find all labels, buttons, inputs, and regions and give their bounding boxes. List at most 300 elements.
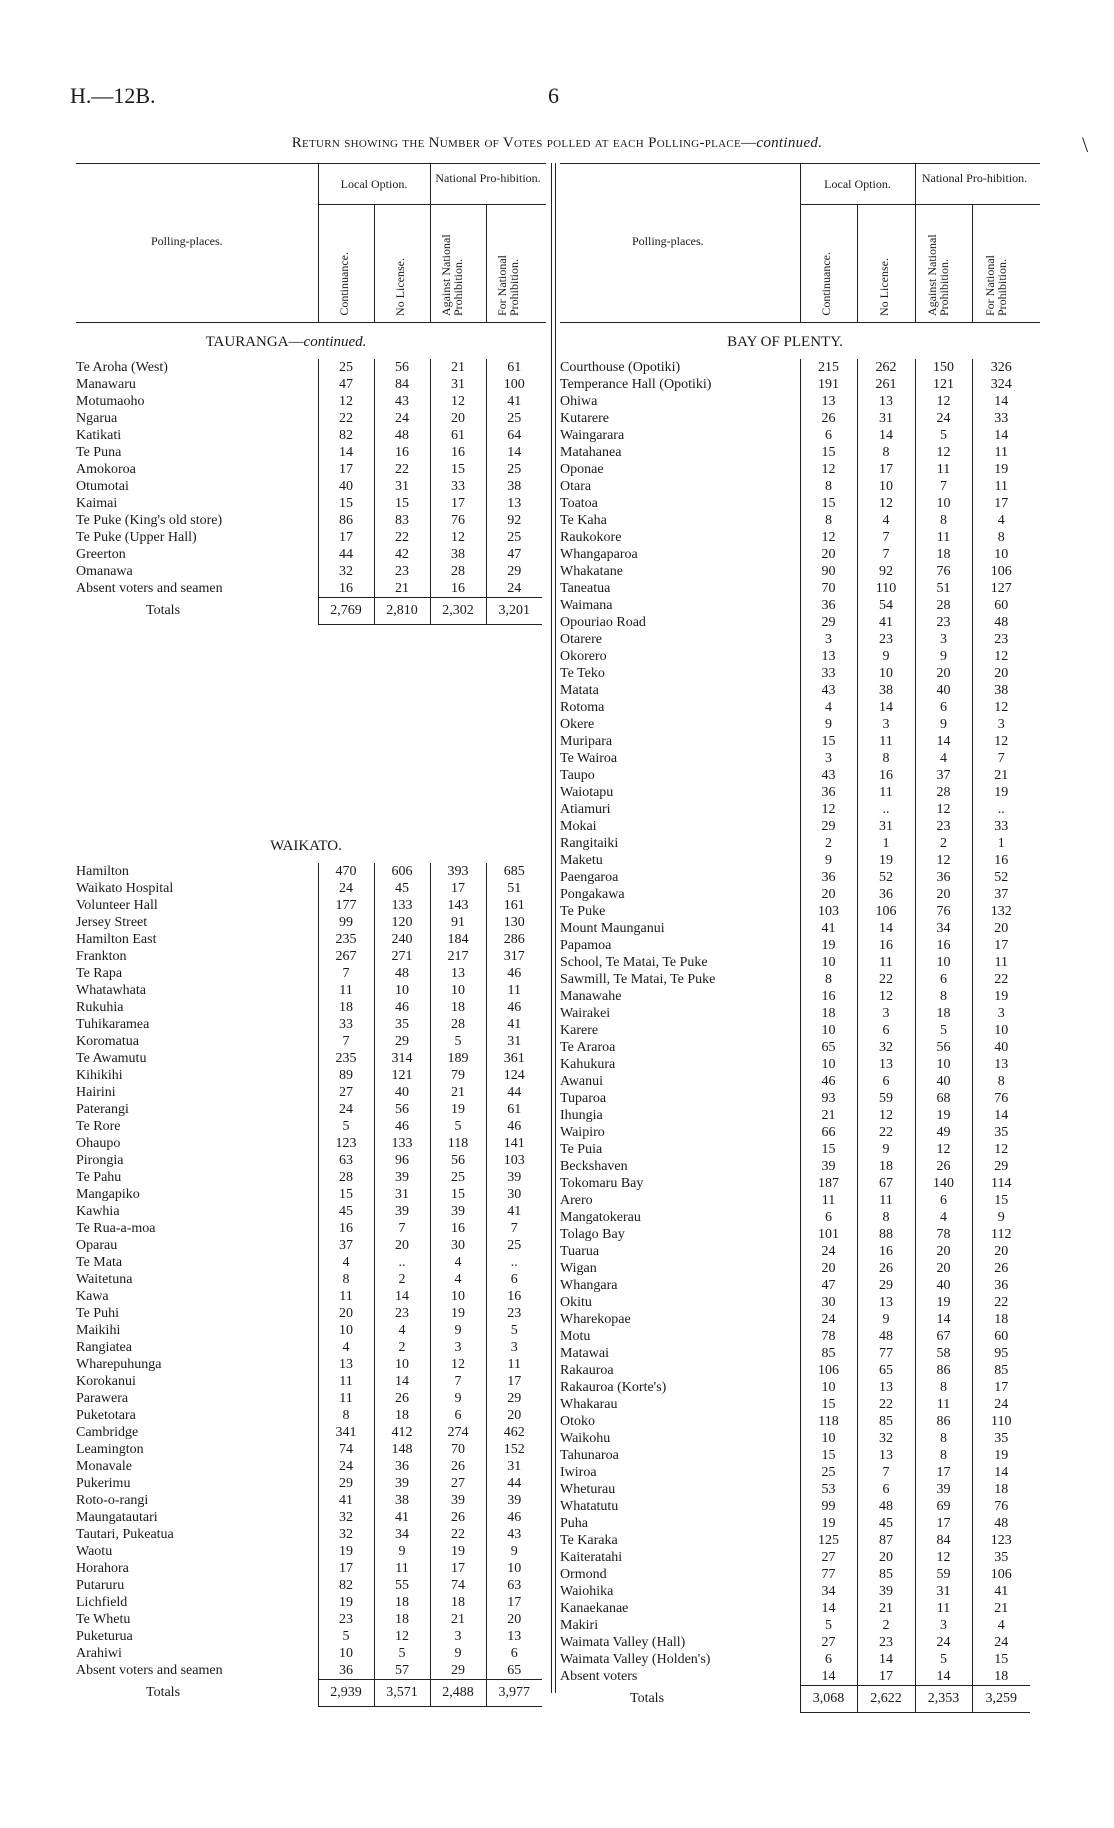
no-license-votes: 6: [857, 1481, 915, 1498]
for-votes: 12: [972, 1141, 1030, 1158]
against-votes: 12: [430, 529, 486, 546]
against-votes: 19: [430, 1543, 486, 1560]
table-row: [76, 914, 542, 931]
header-rule: [486, 204, 487, 322]
for-votes: 20: [972, 665, 1030, 682]
continuance-votes: 41: [318, 1492, 374, 1509]
polling-place-name: School, Te Matai, Te Puke: [560, 955, 708, 970]
polling-place-name: Okorero: [560, 649, 607, 664]
polling-place-name: Kaiteratahi: [560, 1550, 623, 1565]
table-row: [76, 1169, 542, 1186]
table-row: [76, 478, 542, 495]
no-license-votes: 7: [857, 546, 915, 563]
table-row: [76, 1509, 542, 1526]
no-license-votes: 11: [857, 784, 915, 801]
no-license-votes: 22: [857, 971, 915, 988]
against-votes: 74: [430, 1577, 486, 1594]
continuance-votes: 8: [318, 1271, 374, 1288]
no-license-votes: 13: [857, 1294, 915, 1311]
header-for: For National Prohibition.: [495, 255, 521, 316]
polling-place-name: Whakarau: [560, 1397, 618, 1412]
no-license-votes: 20: [857, 1549, 915, 1566]
table-row: [76, 427, 542, 444]
against-votes: 3: [915, 631, 972, 648]
against-votes: 4: [915, 750, 972, 767]
for-votes: 85: [972, 1362, 1030, 1379]
no-license-votes: 57: [374, 1662, 430, 1680]
against-votes: 8: [915, 1430, 972, 1447]
continuance-votes: 27: [800, 1549, 857, 1566]
polling-place-name: Wairakei: [560, 1006, 611, 1021]
table-row: [560, 818, 1030, 835]
for-votes: 41: [486, 1016, 542, 1033]
against-votes: 78: [915, 1226, 972, 1243]
polling-place-name: Motu: [560, 1329, 591, 1344]
continuance-votes: 12: [318, 393, 374, 410]
polling-place-name: Karere: [560, 1023, 599, 1038]
totals-value: 2,810: [374, 598, 430, 625]
no-license-votes: 19: [857, 852, 915, 869]
table-row: [560, 869, 1030, 886]
title-continued: continued.: [756, 135, 823, 151]
against-votes: 274: [430, 1424, 486, 1441]
no-license-votes: 31: [374, 1186, 430, 1203]
against-votes: 6: [915, 699, 972, 716]
polling-place-name: Te Awamutu: [76, 1051, 147, 1066]
for-votes: 63: [486, 1577, 542, 1594]
table-row: [76, 948, 542, 965]
against-votes: 15: [430, 1186, 486, 1203]
for-votes: 286: [486, 931, 542, 948]
polling-place-name: Ormond: [560, 1567, 607, 1582]
continuance-votes: 45: [318, 1203, 374, 1220]
against-votes: 5: [915, 1651, 972, 1668]
for-votes: 51: [486, 880, 542, 897]
continuance-votes: 10: [800, 954, 857, 971]
for-votes: 44: [486, 1084, 542, 1101]
polling-place-name: Otumotai: [76, 479, 129, 494]
table-row: [76, 1271, 542, 1288]
polling-place-name: Jersey Street: [76, 915, 148, 930]
against-votes: 7: [915, 478, 972, 495]
polling-place-name: Ihungia: [560, 1108, 603, 1123]
no-license-votes: 36: [857, 886, 915, 903]
no-license-votes: 106: [857, 903, 915, 920]
against-votes: 20: [915, 886, 972, 903]
continuance-votes: 125: [800, 1532, 857, 1549]
continuance-votes: 8: [318, 1407, 374, 1424]
table-row: [76, 461, 542, 478]
polling-place-name: Whatatutu: [560, 1499, 619, 1514]
table-row: [560, 1311, 1030, 1328]
against-votes: 9: [430, 1322, 486, 1339]
against-votes: 10: [915, 1056, 972, 1073]
for-votes: 44: [486, 1475, 542, 1492]
for-votes: 31: [486, 1033, 542, 1050]
polling-place-name: Arero: [560, 1193, 593, 1208]
polling-place-name: Horahora: [76, 1561, 129, 1576]
waikato-table: [76, 863, 542, 1707]
for-votes: 76: [972, 1498, 1030, 1515]
no-license-votes: 39: [374, 1203, 430, 1220]
no-license-votes: 8: [857, 750, 915, 767]
against-votes: 26: [430, 1509, 486, 1526]
polling-place-name: Whakatane: [560, 564, 623, 579]
continuance-votes: 40: [318, 478, 374, 495]
no-license-votes: 12: [374, 1628, 430, 1645]
continuance-votes: 187: [800, 1175, 857, 1192]
against-votes: 36: [915, 869, 972, 886]
continuance-votes: 3: [800, 631, 857, 648]
continuance-votes: 28: [318, 1169, 374, 1186]
continuance-votes: 86: [318, 512, 374, 529]
polling-place-name: Sawmill, Te Matai, Te Puke: [560, 972, 716, 987]
for-votes: 14: [972, 1107, 1030, 1124]
for-votes: 11: [486, 1356, 542, 1373]
table-row: [76, 563, 542, 580]
against-votes: 61: [430, 427, 486, 444]
against-votes: 23: [915, 614, 972, 631]
against-votes: 10: [430, 982, 486, 999]
no-license-votes: 39: [374, 1169, 430, 1186]
no-license-votes: 121: [374, 1067, 430, 1084]
polling-place-name: Absent voters and seamen: [76, 581, 223, 597]
table-row: [76, 512, 542, 529]
polling-place-name: Rangiatea: [76, 1340, 132, 1355]
for-votes: 29: [972, 1158, 1030, 1175]
against-votes: 8: [915, 988, 972, 1005]
polling-place-name: Waipiro: [560, 1125, 605, 1140]
for-votes: 462: [486, 1424, 542, 1441]
for-votes: 23: [486, 1305, 542, 1322]
no-license-votes: 12: [857, 495, 915, 512]
table-row: [560, 1005, 1030, 1022]
against-votes: 3: [430, 1628, 486, 1645]
polling-place-name: Kutarere: [560, 411, 609, 426]
table-row: [560, 1566, 1030, 1583]
for-votes: 25: [486, 529, 542, 546]
continuance-votes: 12: [800, 461, 857, 478]
against-votes: 67: [915, 1328, 972, 1345]
continuance-votes: 9: [800, 716, 857, 733]
against-votes: 56: [430, 1152, 486, 1169]
against-votes: 68: [915, 1090, 972, 1107]
no-license-votes: 412: [374, 1424, 430, 1441]
polling-place-name: Awanui: [560, 1074, 604, 1089]
against-votes: 3: [915, 1617, 972, 1634]
against-votes: 23: [915, 818, 972, 835]
for-votes: 48: [972, 614, 1030, 631]
against-votes: 24: [915, 1634, 972, 1651]
for-votes: 13: [486, 495, 542, 512]
table-row: [560, 1549, 1030, 1566]
continuance-votes: 21: [800, 1107, 857, 1124]
polling-place-name: Okitu: [560, 1295, 592, 1310]
table-row: [560, 1498, 1030, 1515]
no-license-votes: 23: [857, 631, 915, 648]
polling-place-name: Tahunaroa: [560, 1448, 619, 1463]
polling-place-name: Maungatautari: [76, 1510, 158, 1525]
continuance-votes: 4: [318, 1254, 374, 1271]
for-votes: 123: [972, 1532, 1030, 1549]
continuance-votes: 11: [318, 1288, 374, 1305]
for-votes: 41: [972, 1583, 1030, 1600]
table-row: [560, 937, 1030, 954]
for-votes: 124: [486, 1067, 542, 1084]
for-votes: ..: [972, 801, 1030, 818]
polling-place-name: Tuparoa: [560, 1091, 607, 1106]
table-row: [76, 1492, 542, 1509]
against-votes: 25: [430, 1169, 486, 1186]
polling-place-name: Lichfield: [76, 1595, 128, 1610]
against-votes: 40: [915, 682, 972, 699]
table-row: [76, 1662, 542, 1680]
for-votes: 60: [972, 1328, 1030, 1345]
against-votes: 19: [430, 1101, 486, 1118]
no-license-votes: 96: [374, 1152, 430, 1169]
table-row: [76, 863, 542, 880]
header-local-option: Local Option.: [824, 177, 891, 191]
continuance-votes: 32: [318, 563, 374, 580]
polling-place-name: Amokoroa: [76, 462, 136, 477]
against-votes: 15: [430, 461, 486, 478]
against-votes: 7: [430, 1373, 486, 1390]
for-votes: 361: [486, 1050, 542, 1067]
polling-place-name: Matawai: [560, 1346, 609, 1361]
against-votes: 29: [430, 1662, 486, 1680]
against-votes: 18: [915, 546, 972, 563]
totals-label: Totals: [146, 603, 181, 618]
against-votes: 33: [430, 478, 486, 495]
polling-place-name: Te Puke (Upper Hall): [76, 530, 197, 545]
totals-value: 3,259: [972, 1686, 1030, 1713]
against-votes: 28: [430, 563, 486, 580]
table-row: [76, 393, 542, 410]
table-row: [560, 1090, 1030, 1107]
for-votes: 64: [486, 427, 542, 444]
for-votes: 9: [486, 1543, 542, 1560]
polling-place-name: Ngarua: [76, 411, 118, 426]
continuance-votes: 177: [318, 897, 374, 914]
polling-place-name: Volunteer Hall: [76, 898, 158, 913]
continuance-votes: 37: [318, 1237, 374, 1254]
polling-place-name: Tuhikaramea: [76, 1017, 150, 1032]
no-license-votes: 262: [857, 359, 915, 376]
for-votes: 6: [486, 1645, 542, 1662]
polling-place-name: Puketotara: [76, 1408, 136, 1423]
polling-place-name: Mangatokerau: [560, 1210, 641, 1225]
table-row: [560, 1464, 1030, 1481]
table-row: [560, 512, 1030, 529]
continuance-votes: 74: [318, 1441, 374, 1458]
polling-place-name: Koromatua: [76, 1034, 139, 1049]
no-license-votes: 14: [374, 1373, 430, 1390]
continuance-votes: 10: [800, 1022, 857, 1039]
polling-place-name: Arahiwi: [76, 1646, 122, 1661]
table-row: [560, 1124, 1030, 1141]
no-license-votes: 83: [374, 512, 430, 529]
header-against: Against National Prohibition.: [925, 234, 951, 316]
polling-place-name: Te Araroa: [560, 1040, 616, 1055]
header-against: Against National Prohibition.: [439, 234, 465, 316]
table-row: [76, 1016, 542, 1033]
continuance-votes: 15: [800, 444, 857, 461]
polling-place-name: Raukokore: [560, 530, 622, 545]
for-votes: 20: [972, 920, 1030, 937]
against-votes: 10: [915, 495, 972, 512]
polling-place-name: Waikato Hospital: [76, 881, 174, 896]
against-votes: 26: [430, 1458, 486, 1475]
column-header: [76, 163, 546, 323]
no-license-votes: 45: [857, 1515, 915, 1532]
against-votes: 16: [915, 937, 972, 954]
against-votes: 58: [915, 1345, 972, 1362]
no-license-votes: 10: [857, 665, 915, 682]
against-votes: 27: [430, 1475, 486, 1492]
continuance-votes: 47: [318, 376, 374, 393]
against-votes: 143: [430, 897, 486, 914]
for-votes: 7: [486, 1220, 542, 1237]
against-votes: 76: [915, 563, 972, 580]
continuance-votes: 24: [318, 1101, 374, 1118]
no-license-votes: 14: [857, 699, 915, 716]
header-rule: [800, 204, 1040, 206]
polling-place-name: Waikohu: [560, 1431, 611, 1446]
table-row: [76, 1543, 542, 1560]
continuance-votes: 89: [318, 1067, 374, 1084]
continuance-votes: 10: [318, 1645, 374, 1662]
polling-place-name: Okere: [560, 717, 595, 732]
no-license-votes: 67: [857, 1175, 915, 1192]
against-votes: 8: [915, 1447, 972, 1464]
polling-place-name: Ohiwa: [560, 394, 598, 409]
table-row: [76, 897, 542, 914]
table-row: [76, 529, 542, 546]
for-votes: 38: [486, 478, 542, 495]
polling-place-name: Matata: [560, 683, 599, 698]
polling-place-name: Whangara: [560, 1278, 618, 1293]
against-votes: 14: [915, 1668, 972, 1686]
for-votes: 11: [972, 444, 1030, 461]
for-votes: 112: [972, 1226, 1030, 1243]
table-row: [76, 1220, 542, 1237]
against-votes: 11: [915, 1396, 972, 1413]
polling-place-name: Opouriao Road: [560, 615, 646, 630]
polling-place-name: Te Mata: [76, 1255, 123, 1270]
against-votes: 21: [430, 1084, 486, 1101]
table-row: [560, 1022, 1030, 1039]
against-votes: 17: [430, 880, 486, 897]
against-votes: 19: [915, 1294, 972, 1311]
table-row: [76, 410, 542, 427]
polling-place-name: Muripara: [560, 734, 613, 749]
no-license-votes: 31: [374, 478, 430, 495]
continuance-votes: 8: [800, 478, 857, 495]
for-votes: 76: [972, 1090, 1030, 1107]
polling-place-name: Rakauroa: [560, 1363, 614, 1378]
for-votes: 106: [972, 563, 1030, 580]
continuance-votes: 11: [318, 982, 374, 999]
for-votes: 11: [972, 954, 1030, 971]
table-row: [560, 1039, 1030, 1056]
for-votes: 4: [972, 1617, 1030, 1634]
polling-place-name: Te Pahu: [76, 1170, 122, 1185]
continuance-votes: 123: [318, 1135, 374, 1152]
polling-place-name: Wigan: [560, 1261, 597, 1276]
table-row: [560, 614, 1030, 631]
polling-place-name: Tokomaru Bay: [560, 1176, 644, 1191]
polling-place-name: Te Karaka: [560, 1533, 618, 1548]
polling-place-name: Otara: [560, 479, 592, 494]
bay-of-plenty-table: [560, 359, 1030, 1713]
for-votes: 8: [972, 529, 1030, 546]
polling-place-name: Oparau: [76, 1238, 118, 1253]
polling-place-name: Pongakawa: [560, 887, 625, 902]
polling-place-name: Wharekopae: [560, 1312, 631, 1327]
continuance-votes: 66: [800, 1124, 857, 1141]
continuance-votes: 14: [800, 1668, 857, 1686]
table-row: [76, 1254, 542, 1271]
continuance-votes: 82: [318, 1577, 374, 1594]
against-votes: 11: [915, 461, 972, 478]
polling-place-name: Waitetuna: [76, 1272, 133, 1287]
polling-place-name: Te Puia: [560, 1142, 603, 1157]
totals-label: Totals: [630, 1691, 665, 1706]
no-license-votes: 38: [857, 682, 915, 699]
against-votes: 28: [915, 597, 972, 614]
for-votes: 61: [486, 1101, 542, 1118]
for-votes: 152: [486, 1441, 542, 1458]
table-row: [560, 597, 1030, 614]
table-row: [560, 580, 1030, 597]
against-votes: 21: [430, 1611, 486, 1628]
for-votes: 24: [972, 1634, 1030, 1651]
polling-place-name: Wharepuhunga: [76, 1357, 162, 1372]
no-license-votes: 12: [857, 988, 915, 1005]
polling-place-name: Paterangi: [76, 1102, 129, 1117]
polling-place-name: Tuarua: [560, 1244, 600, 1259]
polling-place-name: Papamoa: [560, 938, 612, 953]
table-row: [76, 1135, 542, 1152]
for-votes: 21: [972, 1600, 1030, 1617]
against-votes: 118: [430, 1135, 486, 1152]
continuance-votes: 43: [800, 682, 857, 699]
table-row: [76, 546, 542, 563]
totals-row: [76, 598, 542, 625]
table-row: [76, 1458, 542, 1475]
header-continuance: Continuance.: [337, 252, 351, 316]
polling-place-name: Leamington: [76, 1442, 144, 1457]
table-row: [560, 1362, 1030, 1379]
polling-place-name: Waimata Valley (Hall): [560, 1635, 686, 1650]
section-title-text: TAURANGA—: [205, 334, 304, 350]
for-votes: 100: [486, 376, 542, 393]
polling-place-name: Greerton: [76, 547, 126, 562]
for-votes: 1: [972, 835, 1030, 852]
polling-place-name: Te Rore: [76, 1119, 121, 1134]
table-row: [560, 954, 1030, 971]
table-row: [560, 1056, 1030, 1073]
polling-place-name: Korokanui: [76, 1374, 136, 1389]
no-license-votes: 14: [374, 1288, 430, 1305]
continuance-votes: 15: [800, 1447, 857, 1464]
continuance-votes: 24: [800, 1243, 857, 1260]
continuance-votes: 63: [318, 1152, 374, 1169]
no-license-votes: 261: [857, 376, 915, 393]
table-row: [560, 1294, 1030, 1311]
for-votes: 12: [972, 733, 1030, 750]
polling-place-name: Te Teko: [560, 666, 605, 681]
